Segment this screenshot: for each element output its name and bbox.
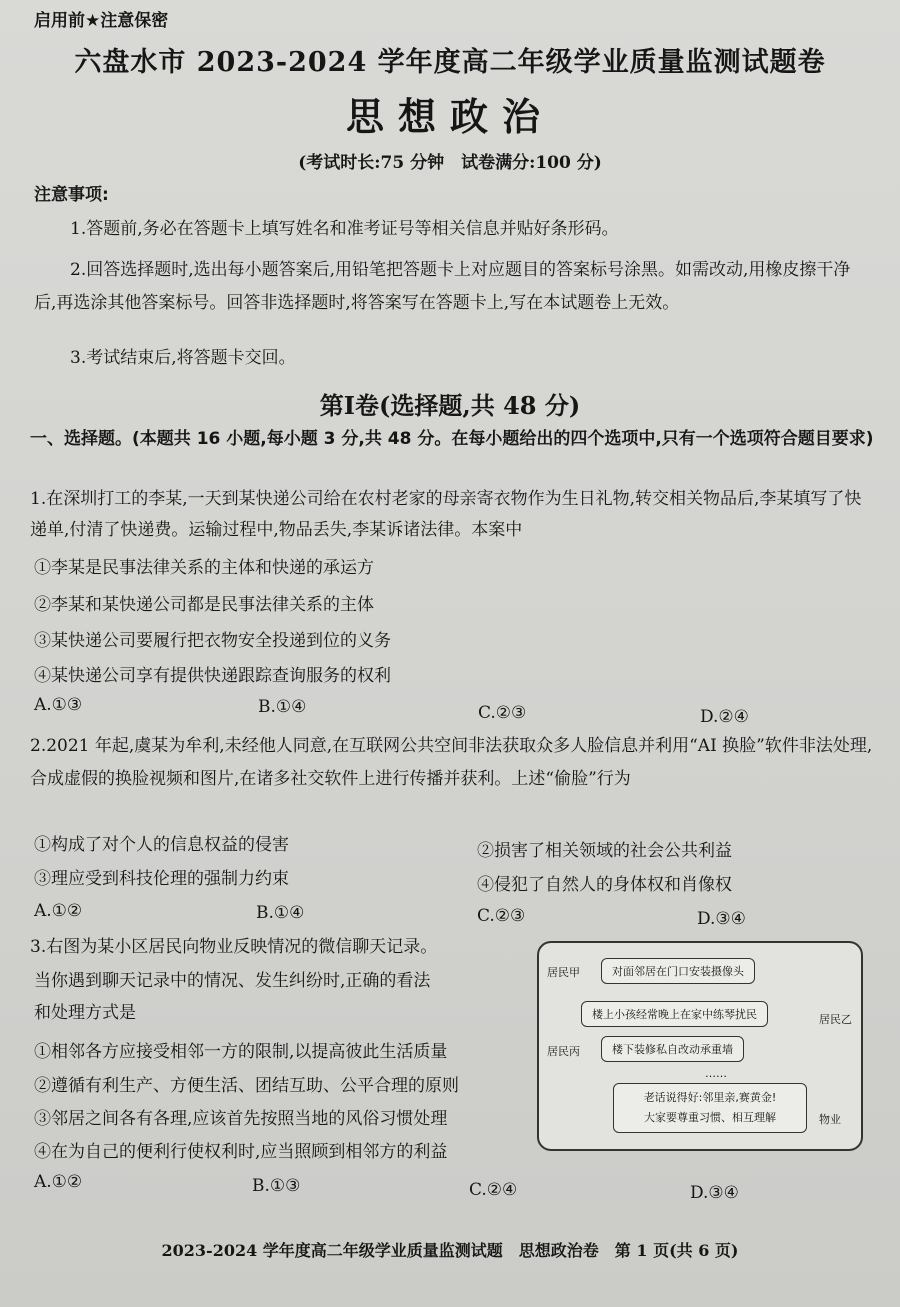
q3-statement-3: ③邻居之间各有各理,应该首先按照当地的风俗习惯处理 [34, 1109, 448, 1129]
notice-heading: 注意事项: [34, 185, 109, 205]
q3-stem-line-2: 当你遇到聊天记录中的情况、发生纠纷时,正确的看法 [34, 971, 431, 991]
q3-stem-line-3: 和处理方式是 [34, 1003, 136, 1023]
page-footer: 2023-2024 学年度高二年级学业质量监测试题 思想政治卷 第 1 页(共 6 页) [161, 1241, 739, 1260]
q1-option-d: D.②④ [700, 707, 749, 727]
q2-option-c: C.②③ [477, 906, 526, 926]
q2-statement-1: ①构成了对个人的信息权益的侵害 [34, 835, 289, 855]
subject-title: 思想政治 [345, 94, 554, 139]
q2-option-a: A.①② [34, 901, 83, 921]
notice-item-1: 1.答题前,务必在答题卡上填写姓名和准考证号等相关信息并贴好条形码。 [70, 219, 619, 239]
property-message-line-2: 大家要尊重习惯、相互理解 [644, 1111, 776, 1124]
q2-option-d: D.③④ [697, 909, 746, 929]
question-2-stem: 2.2021 年起,虞某为牟利,未经他人同意,在互联网公共空间非法获取众多人脸信息并利用“AI 换脸”软件非法处理,合成虚假的换脸视频和图片,在诸多社交软件上进行传播并获利。上述“偷脸”行为 [30, 736, 873, 789]
chat-bubble-resident-b: 楼上小孩经常晚上在家中练琴扰民 [581, 1001, 768, 1027]
q1-statement-1: ①李某是民事法律关系的主体和快递的承运方 [34, 558, 374, 578]
chat-bubble-resident-c: 楼下装修私自改动承重墙 [601, 1036, 744, 1062]
section-instructions: 一、选择题。(本题共 16 小题,每小题 3 分,共 48 分。在每小题给出的四个选项中,只有一个选项符合题目要求) [30, 429, 874, 449]
q3-option-a: A.①② [34, 1172, 83, 1192]
q3-statement-4: ④在为自己的便利行使权利时,应当照顾到相邻方的利益 [34, 1142, 448, 1162]
chat-name-property: 物业 [819, 1113, 841, 1126]
q2-statement-4: ④侵犯了自然人的身体权和肖像权 [477, 875, 732, 895]
q1-statement-4: ④某快递公司享有提供快递跟踪查询服务的权利 [34, 666, 391, 686]
wechat-chat-figure [537, 941, 863, 1151]
property-message-line-1: 老话说得好:邻里亲,赛黄金! [643, 1091, 777, 1104]
question-1-stem: 1.在深圳打工的李某,一天到某快递公司给在农村老家的母亲寄衣物作为生日礼物,转交相关物品后,李某填写了快递单,付清了快递费。运输过程中,物品丢失,李某诉诸法律。本案中 [30, 489, 862, 540]
q1-option-b: B.①④ [258, 697, 307, 717]
chat-name-resident-b: 居民乙 [819, 1013, 852, 1026]
q2-statement-2: ②损害了相关领域的社会公共利益 [477, 841, 732, 861]
q1-option-a: A.①③ [34, 695, 83, 715]
section-title: 第Ⅰ卷(选择题,共 48 分) [319, 391, 581, 420]
chat-bubble-resident-a: 对面邻居在门口安装摄像头 [601, 958, 755, 984]
q3-option-c: C.②④ [469, 1180, 518, 1200]
q3-statement-2: ②遵循有利生产、方便生活、团结互助、公平合理的原则 [34, 1076, 459, 1096]
q2-option-b: B.①④ [256, 903, 305, 923]
q1-option-c: C.②③ [478, 703, 527, 723]
exam-title: 六盘水市 2023-2024 学年度高二年级学业质量监测试题卷 [74, 47, 826, 78]
q3-statement-1: ①相邻各方应接受相邻一方的限制,以提高彼此生活质量 [34, 1042, 448, 1062]
q3-option-d: D.③④ [690, 1183, 739, 1203]
confidential-label: 启用前★注意保密 [34, 11, 169, 31]
q1-statement-3: ③某快递公司要履行把衣物安全投递到位的义务 [34, 631, 391, 651]
q1-statement-2: ②李某和某快递公司都是民事法律关系的主体 [34, 595, 374, 615]
notice-item-3: 3.考试结束后,将答题卡交回。 [70, 348, 296, 368]
notice-item-2: 2.回答选择题时,选出每小题答案后,用铅笔把答题卡上对应题目的答案标号涂黑。如需改动,用橡皮擦干净后,再选涂其他答案标号。回答非选择题时,将答案写在答题卡上,写在本试题卷上无效。 [34, 260, 851, 313]
chat-bubble-property [613, 1083, 807, 1133]
q2-statement-3: ③理应受到科技伦理的强制力约束 [34, 869, 289, 889]
q3-option-b: B.①③ [252, 1176, 301, 1196]
q3-stem-line-1: 3.右图为某小区居民向物业反映情况的微信聊天记录。 [30, 937, 438, 957]
chat-name-resident-c: 居民丙 [547, 1045, 580, 1058]
chat-ellipsis: …… [705, 1067, 727, 1080]
chat-name-resident-a: 居民甲 [547, 966, 580, 979]
exam-info: (考试时长:75 分钟 试卷满分:100 分) [298, 153, 602, 173]
